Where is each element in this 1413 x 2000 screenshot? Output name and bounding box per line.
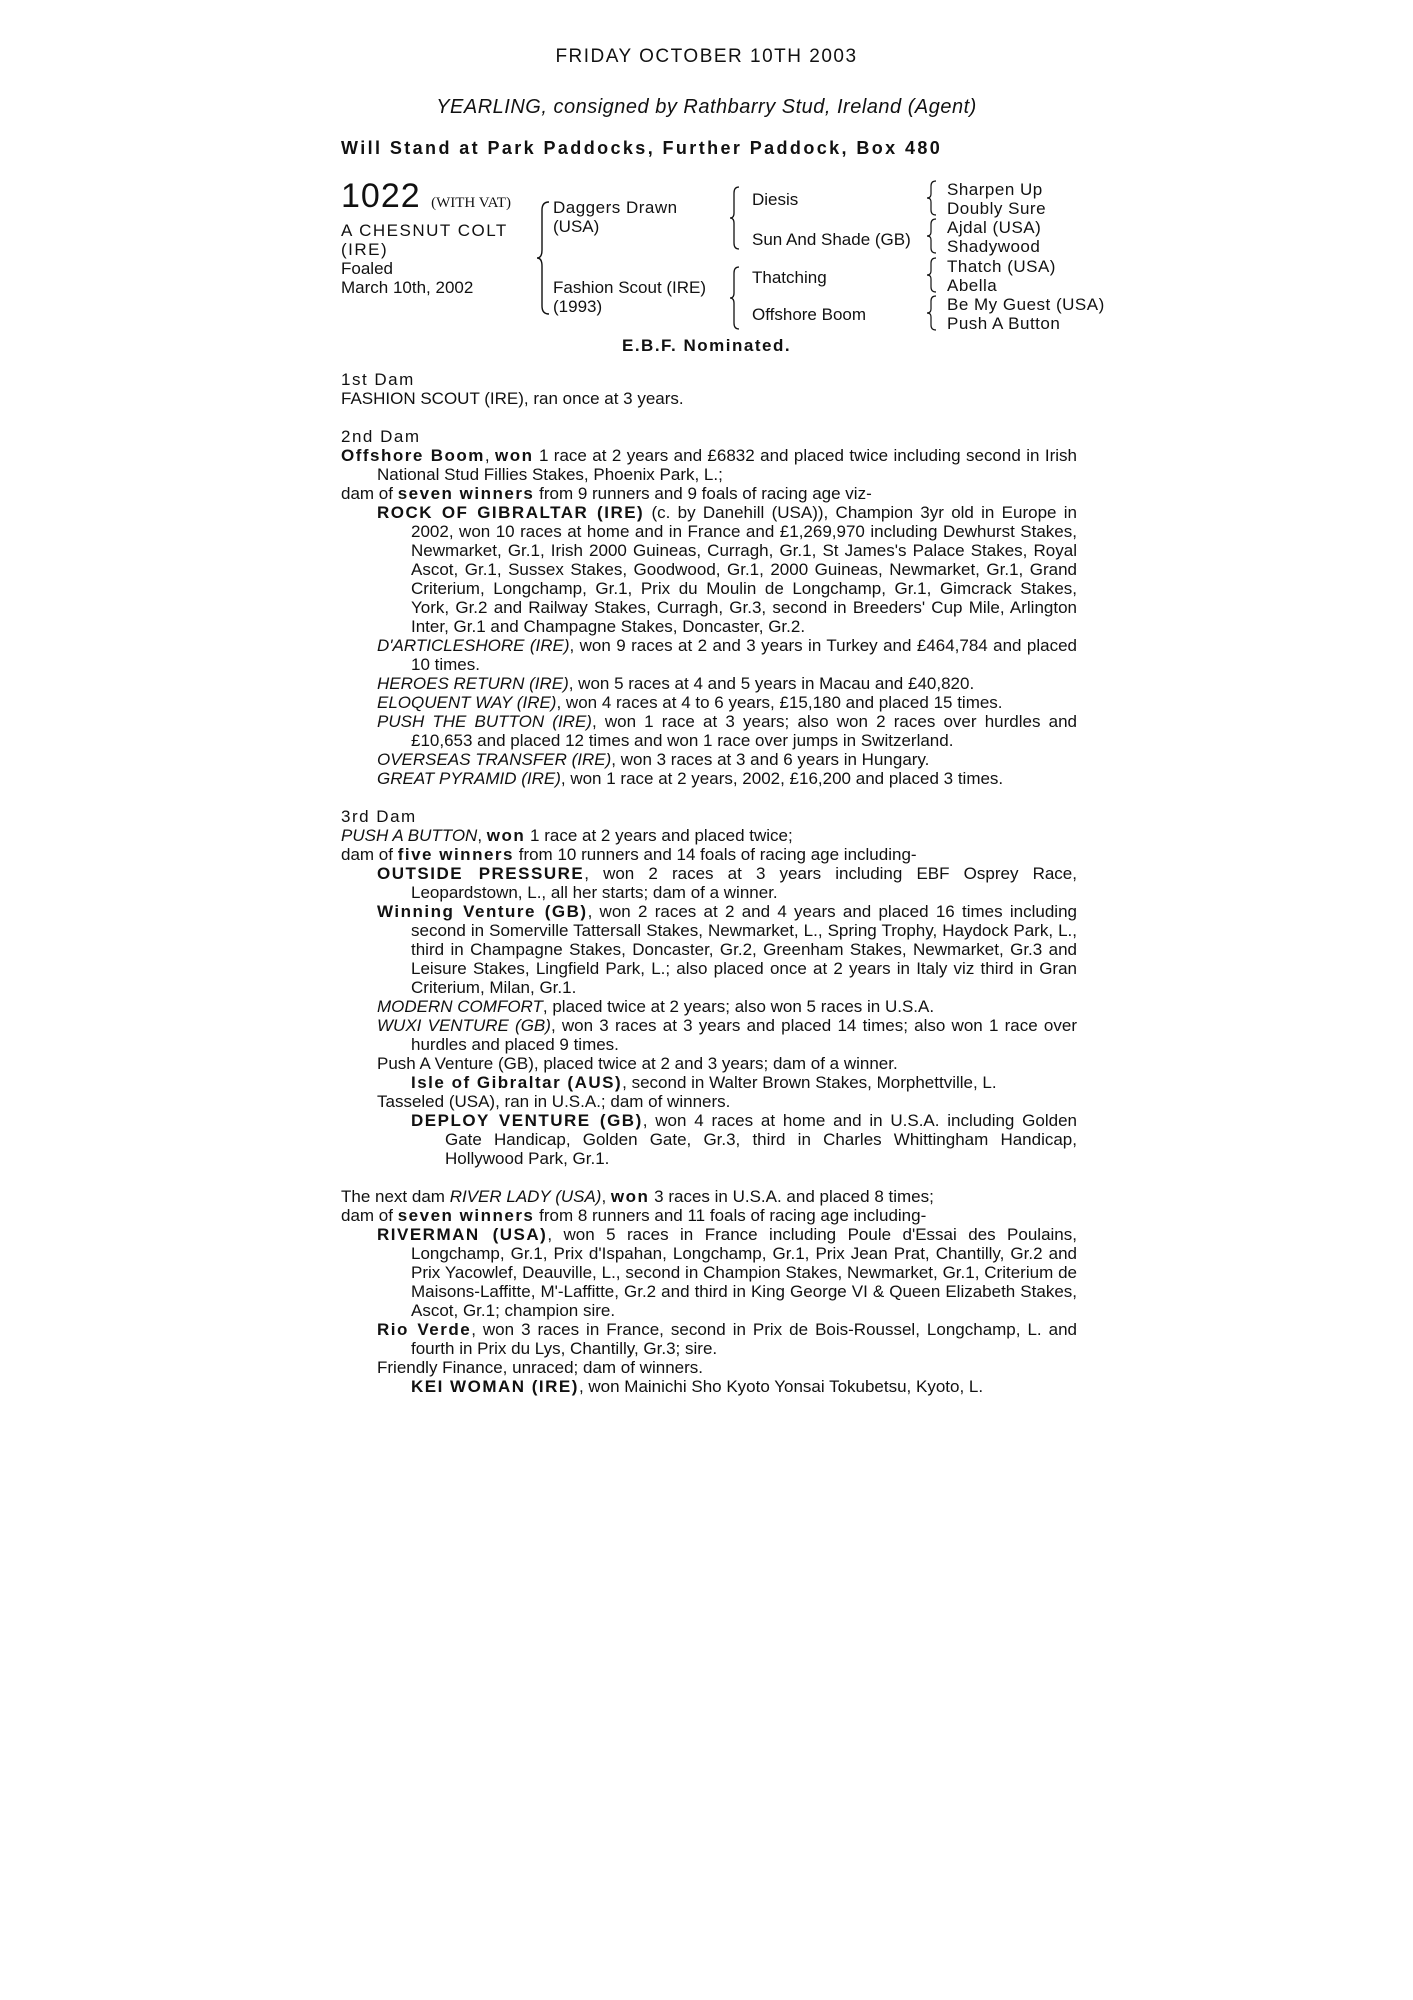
runners-text: from 8 runners and 11 foals of racing age including- xyxy=(539,1206,927,1225)
pedigree-sire-dam: Sun And Shade (GB) xyxy=(752,230,911,249)
pedigree-brace-dam xyxy=(728,265,742,331)
produce-winning-venture xyxy=(377,902,1077,997)
pedigree-g7: Be My Guest (USA) xyxy=(947,295,1105,314)
horse-name: RIVERMAN (USA) xyxy=(377,1225,548,1244)
third-dam-intro: 1 race at 2 years and placed twice; xyxy=(530,826,793,845)
pedigree-sire-country: (USA) xyxy=(553,217,600,236)
produce-eloquent-way xyxy=(377,693,1077,712)
next-dam-produce xyxy=(341,1206,1077,1225)
pedigree-brace-g34 xyxy=(925,217,939,255)
next-dam-intro: 3 races in U.S.A. and placed 8 times; xyxy=(654,1187,934,1206)
pedigree-dam-dam: Offshore Boom xyxy=(752,305,867,324)
horse-record: , won 3 races at 3 and 6 years in Hungary. xyxy=(611,750,930,769)
third-dam-produce xyxy=(341,845,1077,864)
produce-heroes-return xyxy=(377,674,1077,693)
horse-record: , won 1 race at 3 years; also won 2 races over hurdles and £10,653 and placed 12 times and won 1 race over jumps in Switzerland. xyxy=(411,712,1077,750)
pedigree-brace-g78 xyxy=(925,294,939,332)
dam-of-label: dam of xyxy=(341,1206,393,1225)
produce-deploy-venture xyxy=(411,1111,1077,1168)
winners-count: seven winners xyxy=(397,484,535,503)
next-dam-record: The next dam RIVER LADY (USA), won 3 races in U.S.A. and placed 8 times; xyxy=(341,1187,934,1206)
horse-name: PUSH THE BUTTON (IRE) xyxy=(377,712,592,731)
pedigree-g4: Shadywood xyxy=(947,237,1041,256)
produce-push-the-button xyxy=(377,712,1077,750)
horse-name: D'ARTICLESHORE (IRE) xyxy=(377,636,570,655)
produce-isle-of-gibraltar xyxy=(411,1073,1077,1092)
second-dam-won: won xyxy=(495,446,534,465)
next-dam-name: RIVER LADY (USA) xyxy=(449,1187,602,1206)
horse-record: , won 9 races at 2 and 3 years in Turkey and £464,784 and placed 10 times. xyxy=(411,636,1077,674)
runners-text: from 10 runners and 14 foals of racing age including- xyxy=(518,845,917,864)
dam-of-label: dam of xyxy=(341,845,393,864)
second-dam-heading: 2nd Dam xyxy=(341,427,421,446)
pedigree-dam-year: (1993) xyxy=(553,297,603,316)
foaled-label: Foaled xyxy=(341,259,393,278)
horse-name: OUTSIDE PRESSURE xyxy=(377,864,585,883)
horse-name: MODERN COMFORT xyxy=(377,997,543,1016)
horse-name: KEI WOMAN (IRE) xyxy=(411,1377,579,1396)
pedigree-dam-sire: Thatching xyxy=(752,268,827,287)
horse-name: DEPLOY VENTURE (GB) xyxy=(411,1111,643,1130)
foaled-date: March 10th, 2002 xyxy=(341,278,474,297)
horse-record: , won 2 races at 2 and 4 years and placed 16 times including second in Somerville Tattersall Stakes, Newmarket, L., Spring Trophy, Haydock Park, L., third in Champagne Stakes, Doncaster, Gr.2, Greenham Stakes, Newmarket, Gr.3 and Leisure Stakes, Lingfield Park, L.; also placed once at 2 years in Italy viz third in Gran Criterium, Milan, Gr.1. xyxy=(411,902,1077,997)
horse-record: , won 4 races at home and in U.S.A. including Golden Gate Handicap, Golden Gate, Gr.3, third in Charles Whittingham Handicap, Hollywood Park, Gr.1. xyxy=(445,1111,1078,1168)
produce-friendly-finance: Friendly Finance, unraced; dam of winners. xyxy=(377,1358,703,1377)
pedigree-g5: Thatch (USA) xyxy=(947,257,1056,276)
second-dam-name: Offshore Boom xyxy=(341,446,485,465)
produce-wuxi-venture xyxy=(377,1016,1077,1054)
lot-number: 1022 xyxy=(341,177,421,215)
pedigree-g3: Ajdal (USA) xyxy=(947,218,1042,237)
produce-rio-verde xyxy=(377,1320,1077,1358)
horse-name: Rio Verde xyxy=(377,1320,472,1339)
produce-riverman xyxy=(377,1225,1077,1320)
consignor-line: YEARLING, consigned by Rathbarry Stud, Ireland (Agent) xyxy=(436,96,977,118)
pedigree-brace-g56 xyxy=(925,256,939,294)
horse-name: Isle of Gibraltar (AUS) xyxy=(411,1073,623,1092)
horse-name: GREAT PYRAMID (IRE) xyxy=(377,769,561,788)
winners-count: five winners xyxy=(397,845,514,864)
produce-great-pyramid xyxy=(377,769,1077,788)
next-dam-won: won xyxy=(610,1187,650,1206)
horse-record: , won 3 races in France, second in Prix de Bois-Roussel, Longchamp, L. and fourth in Prix du Lys, Chantilly, Gr.3; sire. xyxy=(411,1320,1077,1358)
vat-note: (WITH VAT) xyxy=(431,195,511,211)
lot-number-line xyxy=(341,178,511,221)
lot-description: A CHESNUT COLT xyxy=(341,221,508,240)
sale-date: FRIDAY OCTOBER 10TH 2003 xyxy=(555,46,858,67)
horse-name: Winning Venture (GB) xyxy=(377,902,588,921)
produce-modern-comfort xyxy=(377,997,1077,1016)
first-dam-text: FASHION SCOUT (IRE), ran once at 3 years. xyxy=(341,389,684,408)
dam-of-label: dam of xyxy=(341,484,393,503)
horse-name: HEROES RETURN (IRE) xyxy=(377,674,569,693)
horse-record: , won Mainichi Sho Kyoto Yonsai Tokubetsu, Kyoto, L. xyxy=(578,1377,984,1396)
produce-rock-of-gibraltar xyxy=(377,503,1077,636)
pedigree-g6: Abella xyxy=(947,276,998,295)
pedigree-sire-sire: Diesis xyxy=(752,190,799,209)
second-dam-intro: 1 race at 2 years and £6832 and placed twice including second in Irish National Stud Fillies Stakes, Phoenix Park, L.; xyxy=(377,446,1077,484)
third-dam-record: PUSH A BUTTON, won 1 race at 2 years and placed twice; xyxy=(341,826,793,845)
horse-record: , won 4 races at 4 to 6 years, £15,180 and placed 15 times. xyxy=(556,693,1003,712)
produce-record xyxy=(341,370,1077,1396)
produce-darticleshore xyxy=(377,636,1077,674)
second-dam-produce xyxy=(341,484,1077,503)
horse-record: , won 2 races at 3 years including EBF Osprey Race, Leopardstown, L., all her starts; dam of a winner. xyxy=(411,864,1077,902)
horse-name: ELOQUENT WAY (IRE) xyxy=(377,693,557,712)
pedigree-brace-main xyxy=(535,200,555,316)
produce-kei-woman xyxy=(411,1377,1077,1396)
horse-record: , won 3 races at 3 years and placed 14 times; also won 1 race over hurdles and placed 9 times. xyxy=(411,1016,1077,1054)
produce-push-a-venture: Push A Venture (GB), placed twice at 2 and 3 years; dam of a winner. xyxy=(377,1054,898,1073)
horse-record: , won 5 races in France including Poule d'Essai des Poulains, Longchamp, Gr.1, Prix d'Ispahan, Longchamp, Gr.1, Prix Jean Prat, Chantilly, Gr.2 and Prix Yacowlef, Deauville, L., second in Champion Stakes, Newmarket, Gr.1, Criterium de Maisons-Laffitte, M'-Laffitte, Gr.2 and third in King George VI & Queen Elizabeth Stakes, Ascot, Gr.1; champion sire. xyxy=(411,1225,1077,1320)
first-dam-heading: 1st Dam xyxy=(341,370,415,389)
horse-record: , placed twice at 2 years; also won 5 races in U.S.A. xyxy=(542,997,935,1016)
horse-record: , won 5 races at 4 and 5 years in Macau and £40,820. xyxy=(568,674,975,693)
pedigree-g2: Doubly Sure xyxy=(947,199,1047,218)
pedigree-g1: Sharpen Up xyxy=(947,180,1043,199)
horse-record: , second in Walter Brown Stakes, Morphettville, L. xyxy=(622,1073,997,1092)
horse-name: OVERSEAS TRANSFER (IRE) xyxy=(377,750,612,769)
second-dam-record: Offshore Boom, won 1 race at 2 years and £6832 and placed twice including second in Irish National Stud Fillies Stakes, Phoenix Park, L.; xyxy=(341,446,1077,484)
pedigree-dam: Fashion Scout (IRE) xyxy=(553,278,707,297)
pedigree-brace-sire xyxy=(728,185,742,251)
third-dam-heading: 3rd Dam xyxy=(341,807,417,826)
pedigree-brace-g12 xyxy=(925,179,939,217)
ebf-nomination: E.B.F. Nominated. xyxy=(622,336,792,355)
produce-tasseled: Tasseled (USA), ran in U.S.A.; dam of winners. xyxy=(377,1092,731,1111)
horse-record: (c. by Danehill (USA)), Champion 3yr old in Europe in 2002, won 10 races at home and in France and £1,269,970 including Dewhurst Stakes, Newmarket, Gr.1, Irish 2000 Guineas, Curragh, Gr.1, St James's Palace Stakes, Royal Ascot, Gr.1, Sussex Stakes, Goodwood, Gr.1, 2000 Guineas, Newmarket, Gr.1, Grand Criterium, Longchamp, Gr.1, Prix du Moulin de Longchamp, Gr.1, Gimcrack Stakes, York, Gr.2 and Railway Stakes, Curragh, Gr.3, second in Breeders' Cup Mile, Arlington Inter, Gr.1 and Champagne Stakes, Doncaster, Gr.2. xyxy=(411,503,1077,636)
lot-country: (IRE) xyxy=(341,240,389,259)
pedigree-sire: Daggers Drawn xyxy=(553,198,678,217)
pedigree-g8: Push A Button xyxy=(947,314,1061,333)
runners-text: from 9 runners and 9 foals of racing age viz- xyxy=(539,484,872,503)
winners-count: seven winners xyxy=(397,1206,535,1225)
horse-name: WUXI VENTURE (GB) xyxy=(377,1016,551,1035)
horse-record: , won 1 race at 2 years, 2002, £16,200 and placed 3 times. xyxy=(560,769,1004,788)
third-dam-won: won xyxy=(486,826,526,845)
next-dam-prefix: The next dam xyxy=(341,1187,445,1206)
produce-outside-pressure xyxy=(377,864,1077,902)
produce-overseas-transfer xyxy=(377,750,1077,769)
third-dam-name: PUSH A BUTTON xyxy=(341,826,478,845)
horse-name: ROCK OF GIBRALTAR (IRE) xyxy=(377,503,645,522)
location-line: Will Stand at Park Paddocks, Further Paddock, Box 480 xyxy=(341,138,943,158)
